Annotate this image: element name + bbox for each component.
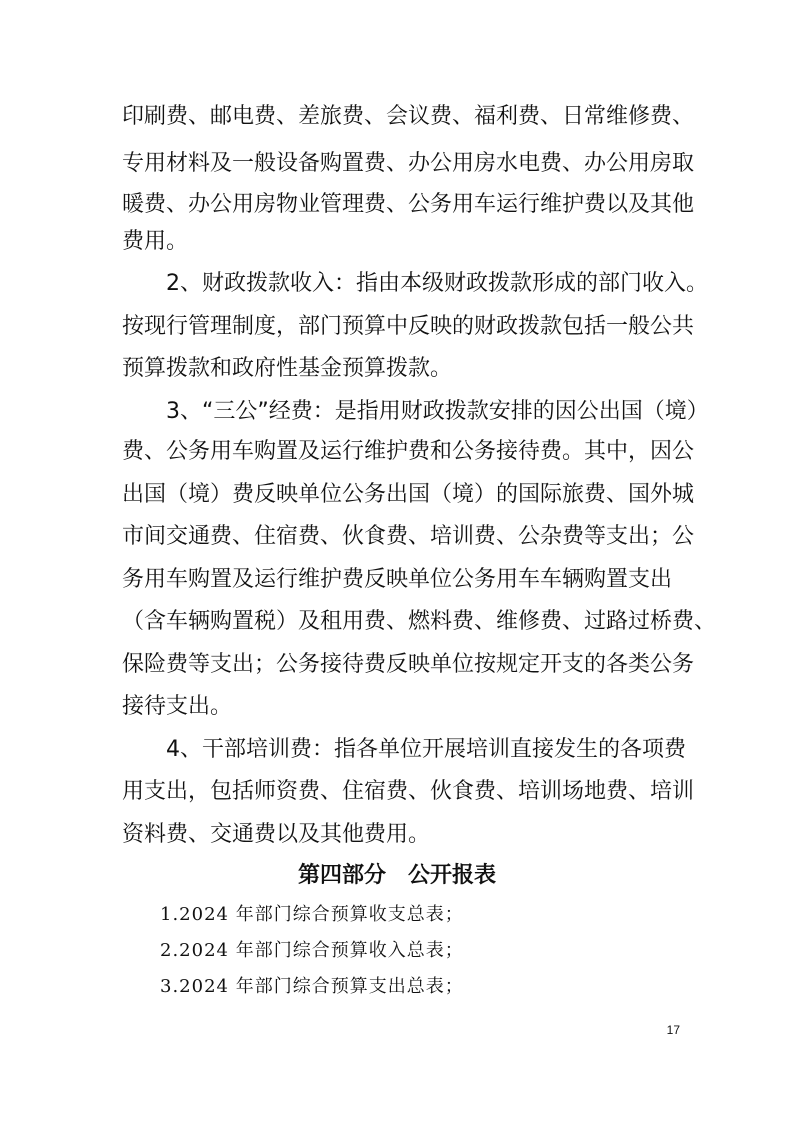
text-line: 4、干部培训费：指各单位开展培训直接发生的各项费: [166, 737, 686, 762]
list-item: 1.2024 年部门综合预算收支总表；: [160, 904, 464, 925]
text-line: 费用。: [122, 229, 189, 254]
text-line: 出国（境）费反映单位公务出国（境）的国际旅费、国外城: [122, 482, 695, 507]
text-line: 用支出，包括师资费、住宿费、伙食费、培训场地费、培训: [122, 779, 695, 804]
text-line: 接待支出。: [122, 694, 233, 719]
text-line: 预算拨款和政府性基金预算拨款。: [122, 356, 453, 381]
page-number: 17: [666, 1023, 680, 1037]
text-line: 印刷费、邮电费、差旅费、会议费、福利费、日常维修费、: [122, 104, 695, 129]
text-line: 专用材料及一般设备购置费、办公用房水电费、办公用房取: [122, 151, 695, 176]
text-line: 按现行管理制度，部门预算中反映的财政拨款包括一般公共: [122, 314, 695, 339]
list-item: 2.2024 年部门综合预算收入总表；: [160, 940, 464, 961]
text-line: 务用车购置及运行维护费反映单位公务用车车辆购置支出: [122, 567, 673, 592]
section-heading: 第四部分 公开报表: [297, 863, 496, 888]
text-line: 资料费、交通费以及其他费用。: [122, 822, 431, 847]
text-line: 市间交通费、住宿费、伙食费、培训费、公杂费等支出；公: [122, 524, 695, 549]
text-line: 3、“三公”经费：是指用财政拨款安排的因公出国（境）: [166, 399, 709, 424]
list-item: 3.2024 年部门综合预算支出总表；: [160, 976, 464, 997]
text-line: 保险费等支出；公务接待费反映单位按规定开支的各类公务: [122, 652, 695, 677]
text-line: 暖费、办公用房物业管理费、公务用车运行维护费以及其他: [122, 192, 695, 217]
text-line: 2、财政拨款收入：指由本级财政拨款形成的部门收入。: [166, 271, 708, 296]
text-line: （含车辆购置税）及租用费、燃料费、维修费、过路过桥费、: [122, 609, 717, 634]
text-line: 费、公务用车购置及运行维护费和公务接待费。其中，因公: [122, 439, 695, 464]
